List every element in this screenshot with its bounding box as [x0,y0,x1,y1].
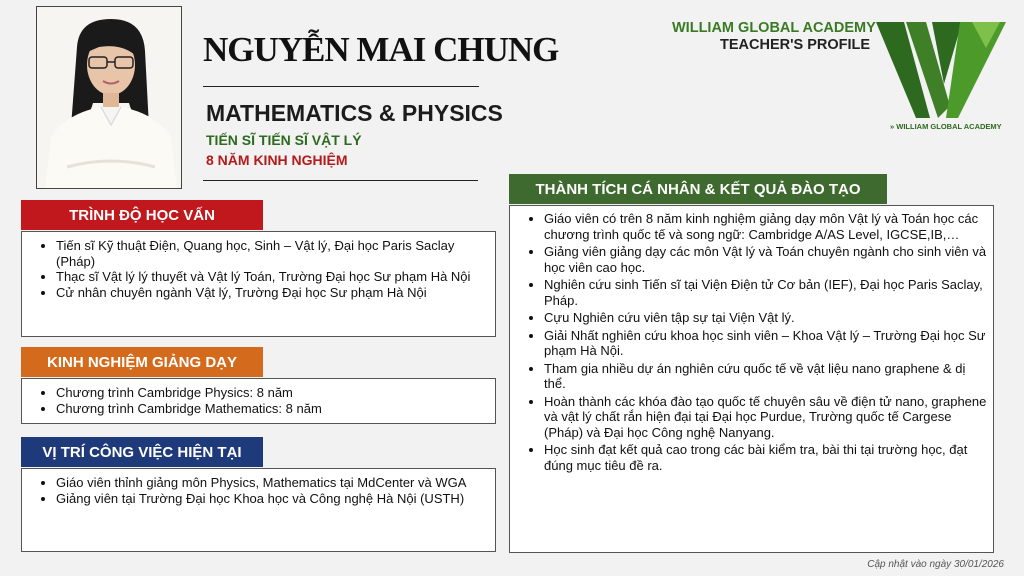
current-position-header: VỊ TRÍ CÔNG VIỆC HIỆN TẠI [21,437,263,467]
teaching-experience-list [22,379,495,416]
last-updated-note: Cập nhật vào ngày 30/01/2026 [867,559,1004,570]
profile-subtitle: TEACHER'S PROFILE [720,37,871,53]
divider-bottom [203,180,478,181]
education-item: • Tiến sĩ Kỹ thuật Điện, Quang học, Sinh – Vật lý, Đại học Paris Saclay (Pháp) [56,238,489,269]
education-list [22,232,495,300]
education-item: • Thạc sĩ Vật lý lý thuyết và Vật lý Toán, Trường Đại học Sư phạm Hà Nội [56,269,489,285]
achievement-item: • Cựu Nghiên cứu viên tập sự tại Viện Vật lý. [544,310,987,326]
education-box [21,231,496,337]
logo-caption-text: WILLIAM GLOBAL ACADEMY [896,122,1002,131]
teaching-experience-item: • Chương trình Cambridge Physics: 8 năm [56,385,489,401]
double-arrow-icon: » [890,122,895,131]
current-position-list [22,469,495,506]
teacher-portrait-image [37,7,182,189]
current-position-box [21,468,496,552]
achievement-item: • Tham gia nhiều dự án nghiên cứu quốc tế về vật liệu nano graphene & dị thể. [544,361,987,392]
achievement-item: • Nghiên cứu sinh Tiến sĩ tại Viện Điện tử Cơ bản (IEF), Đại học Paris Saclay, Pháp. [544,277,987,308]
divider-top [203,86,479,87]
teacher-photo [36,6,182,189]
current-position-item: • Giáo viên thỉnh giảng môn Physics, Mathematics tại MdCenter và WGA [56,475,489,491]
achievements-list [510,206,993,473]
achievement-item: • Học sinh đạt kết quả cao trong các bài kiểm tra, bài thi tại trường học, đạt đúng mục tiêu đề ra. [544,442,987,473]
achievement-item: • Hoàn thành các khóa đào tạo quốc tế chuyên sâu về điện tử nano, graphene và vật lý chất rắn hiện đại tại Đại học Purdue, Trường quốc tế Cargese (Pháp) và Đại học Công nghệ Nanyang. [544,394,987,441]
achievement-item: • Giảng viên giảng dạy các môn Vật lý và Toán chuyên ngành cho sinh viên và học viên cao học. [544,244,987,275]
education-item: • Cử nhân chuyên ngành Vật lý, Trường Đại học Sư phạm Hà Nội [56,285,489,301]
teaching-experience-box [21,378,496,424]
academy-name: WILLIAM GLOBAL ACADEMY [672,20,876,36]
teaching-experience-header: KINH NGHIỆM GIẢNG DẠY [21,347,263,377]
logo-caption [890,122,1002,131]
achievements-box [509,205,994,553]
teaching-experience-item: • Chương trình Cambridge Mathematics: 8 năm [56,401,489,417]
academy-logo-icon [876,18,1006,122]
years-experience: 8 NĂM KINH NGHIỆM [206,152,348,168]
achievement-item: • Giáo viên có trên 8 năm kinh nghiệm giảng dạy môn Vật lý và Toán học các chương trình quốc tế và song ngữ: Cambridge A/AS Level, IGCSE,IB,… [544,211,987,242]
education-header: TRÌNH ĐỘ HỌC VẤN [21,200,263,230]
teacher-name: NGUYỄN MAI CHUNG [203,30,559,69]
achievement-item: • Giải Nhất nghiên cứu khoa học sinh viên – Khoa Vật lý – Trường Đại học Sư phạm Hà Nội. [544,328,987,359]
teaching-subject: MATHEMATICS & PHYSICS [206,100,503,126]
achievements-header: THÀNH TÍCH CÁ NHÂN & KẾT QUẢ ĐÀO TẠO [509,174,887,204]
current-position-item: • Giảng viên tại Trường Đại học Khoa học và Công nghệ Hà Nội (USTH) [56,491,489,507]
degree-title: TIẾN SĨ TIẾN SĨ VẬT LÝ [206,132,362,148]
